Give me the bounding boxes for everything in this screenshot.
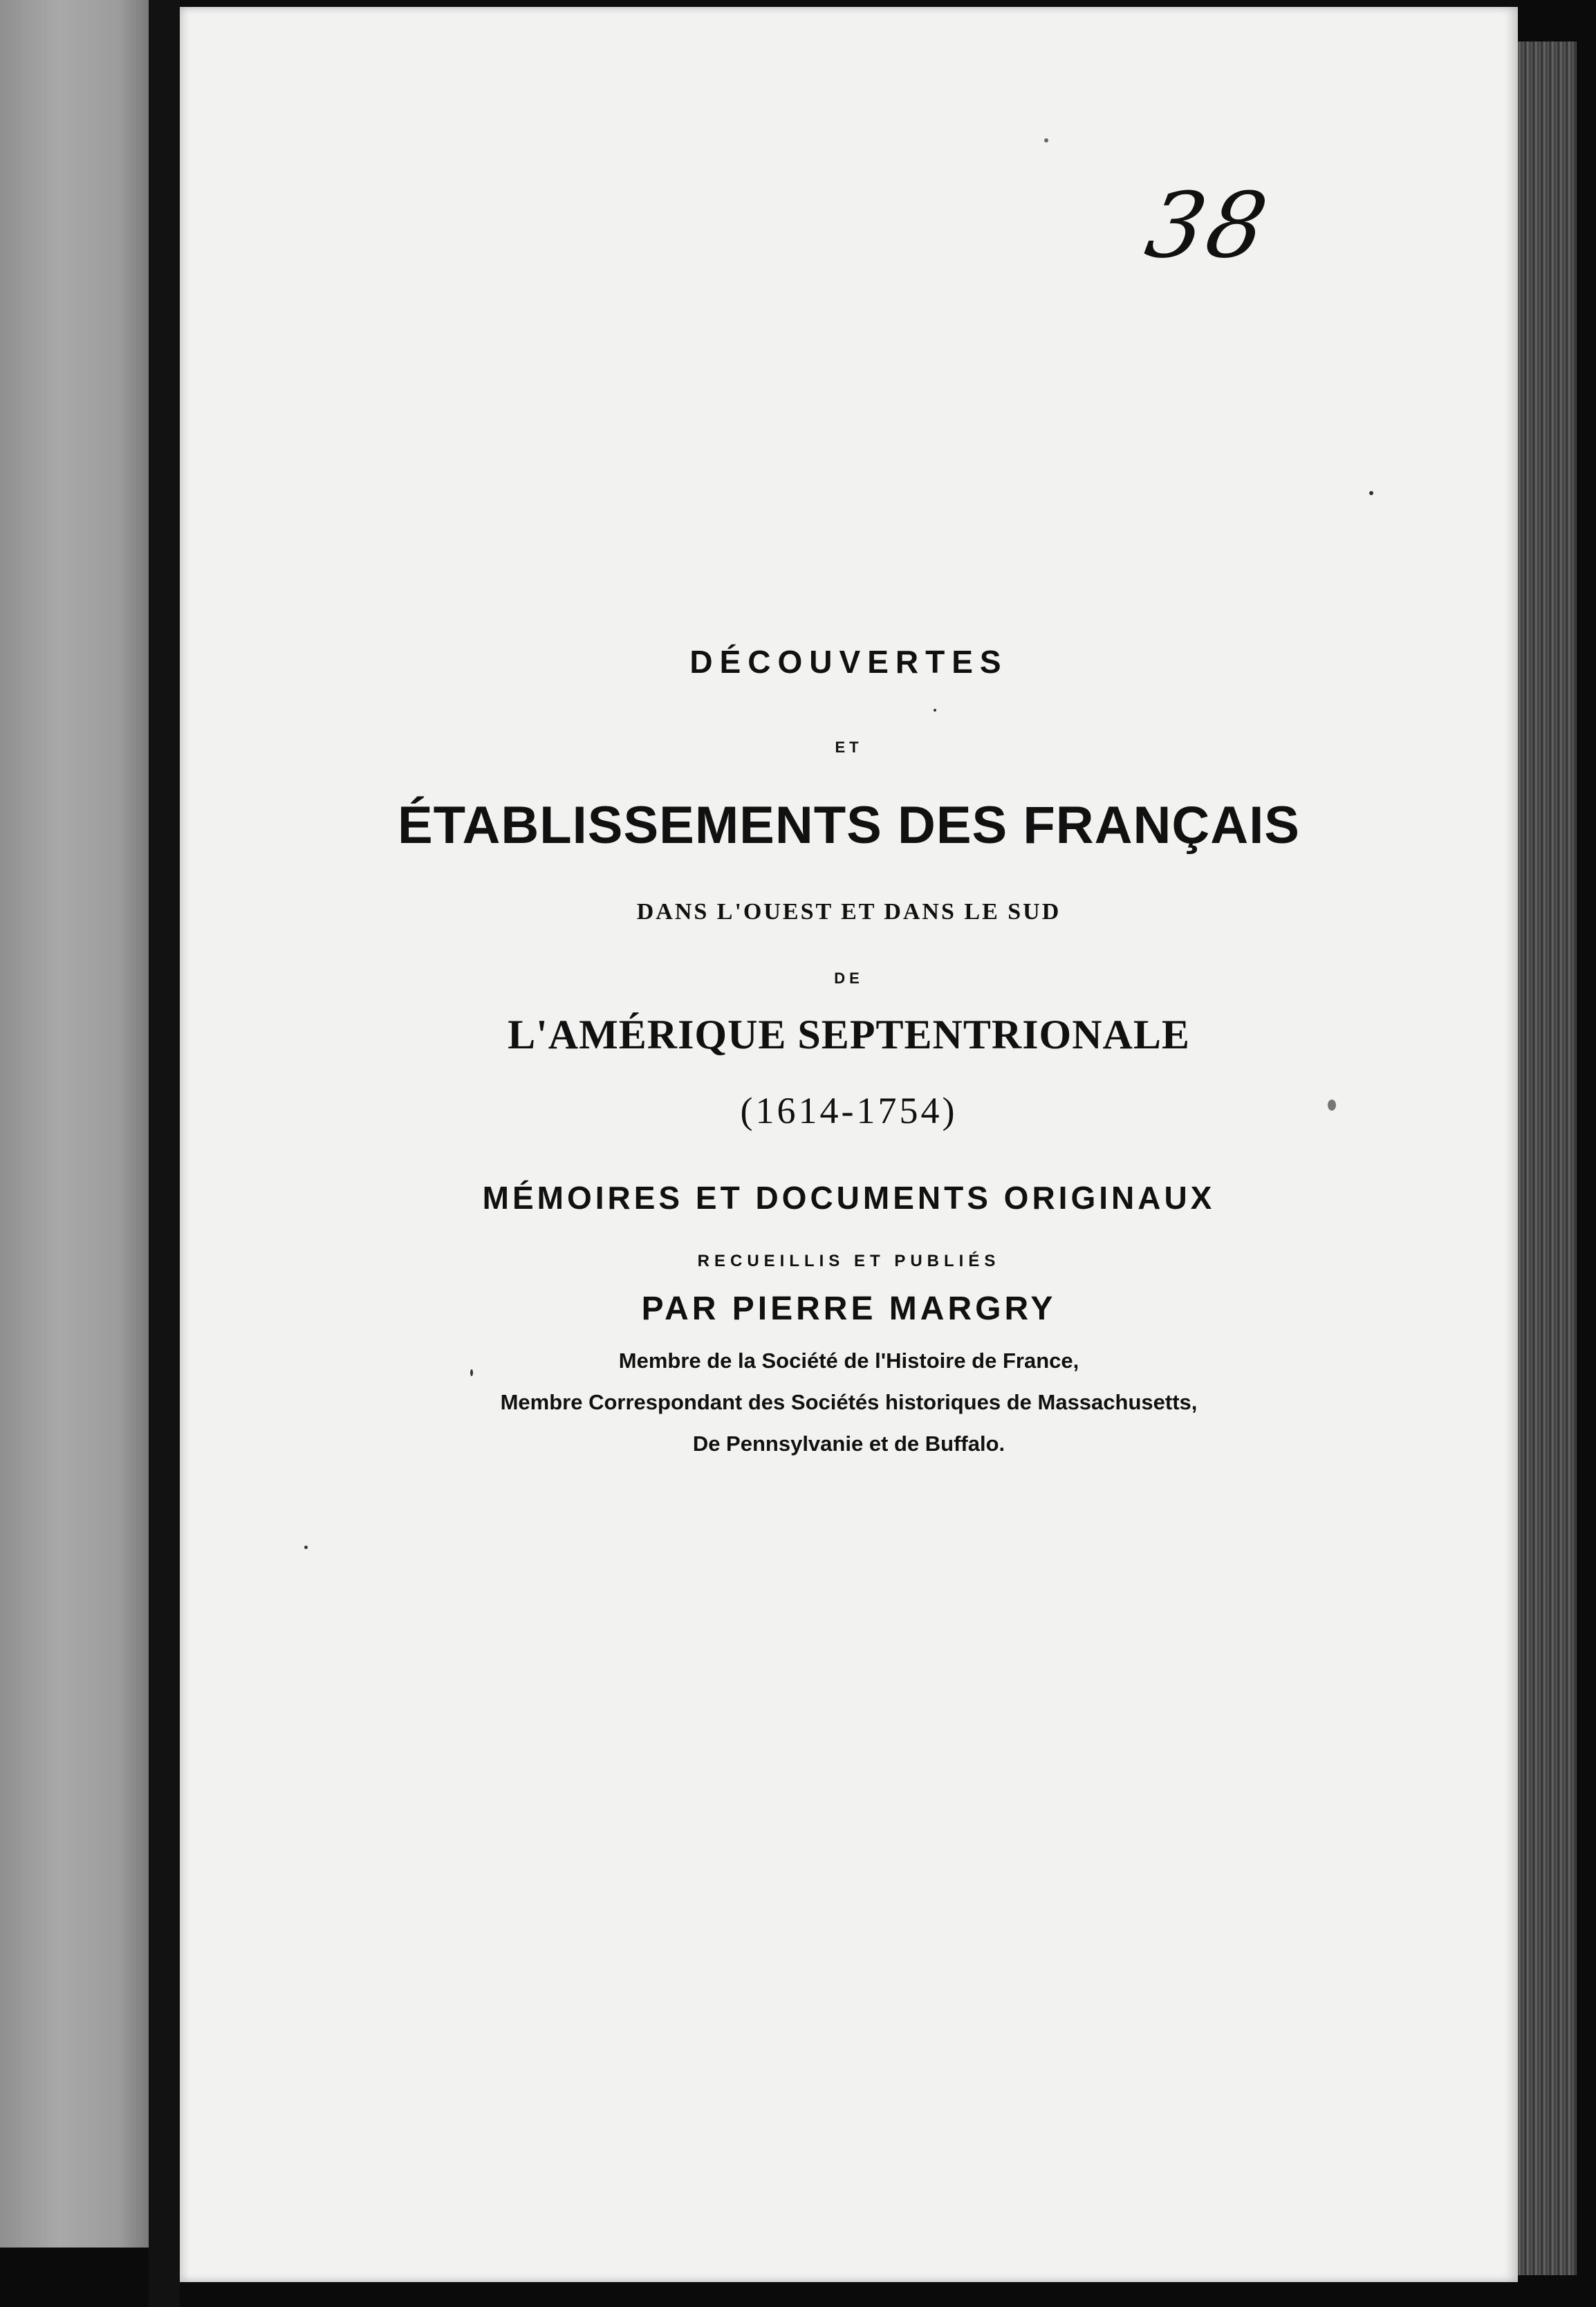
title-line-amerique: L'AMÉRIQUE SEPTENTRIONALE [508,1012,1190,1057]
author-credential-1: Membre de la Société de l'Histoire de France, [618,1349,1079,1373]
title-page [180,7,1518,2282]
paper-speck [1328,1100,1336,1111]
title-line-decouvertes: DÉCOUVERTES [689,644,1008,680]
date-range: (1614-1754) [740,1090,958,1131]
author-credential-3: De Pennsylvanie et de Buffalo. [692,1432,1005,1456]
paper-speck [934,709,936,712]
author-line: PAR PIERRE MARGRY [641,1290,1057,1327]
book-gutter [149,0,180,2307]
title-line-de: DE [834,970,864,987]
author-credential-2: Membre Correspondant des Sociétés historiques de Massachusetts, [500,1390,1198,1414]
paper-speck [1044,138,1048,142]
title-line-et: ET [835,739,863,756]
handwritten-page-number: 38 [1138,173,1277,278]
paper-speck [304,1546,308,1549]
paper-speck [470,1369,473,1376]
paper-speck [1369,491,1373,495]
subtitle-dans-l-ouest: DANS L'OUEST ET DANS LE SUD [636,899,1061,925]
collected-published-line: RECUEILLIS ET PUBLIÉS [697,1252,1001,1270]
left-facing-page [0,0,149,2248]
main-title: ÉTABLISSEMENTS DES FRANÇAIS [397,796,1300,855]
subtitle-memoires: MÉMOIRES ET DOCUMENTS ORIGINAUX [482,1180,1216,1216]
title-page-content [180,7,1518,2282]
scan-border [1577,0,1596,2307]
